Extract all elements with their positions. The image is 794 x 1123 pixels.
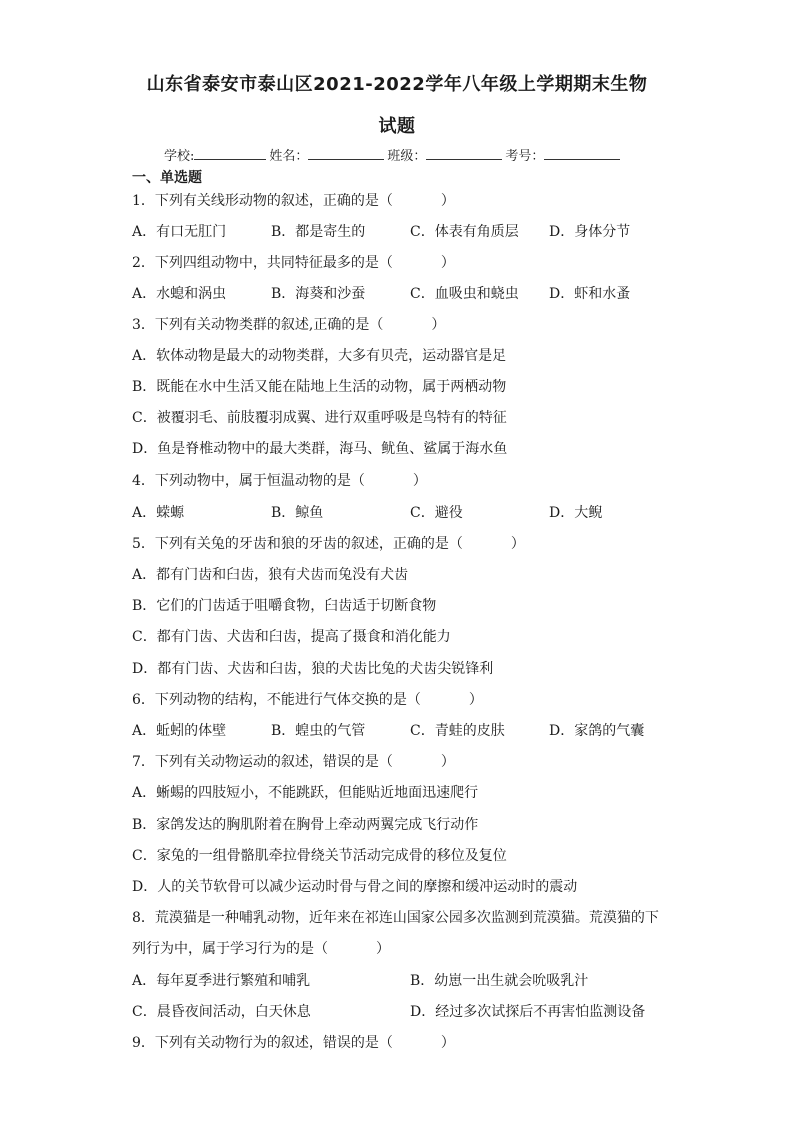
q8-option-a: A．每年夏季进行繁殖和哺乳 [132, 973, 311, 989]
exam-title-line1: 山东省泰安市泰山区2021-2022学年八年级上学期期末生物 [146, 74, 648, 95]
q5-option-a: A．都有门齿和臼齿，狼有犬齿而兔没有犬齿 [132, 567, 409, 583]
q1-option-d: D．身体分节 [549, 224, 631, 240]
q3-option-b: B．既能在水中生活又能在陆地上生活的动物，属于两栖动物 [132, 379, 507, 395]
q5-option-b: B．它们的门齿适于咀嚼食物，臼齿适于切断食物 [132, 598, 437, 614]
q4-option-b: B．鲸鱼 [271, 505, 324, 521]
question-1-stem: 1．下列有关线形动物的叙述，正确的是（ ） [132, 193, 455, 209]
q2-option-a: A．水螅和涡虫 [132, 286, 227, 302]
exam-no-label: 考号： [505, 149, 545, 164]
student-info-row [164, 145, 623, 164]
q4-option-d: D．大鲵 [549, 505, 603, 521]
exam-no-blank[interactable] [544, 147, 620, 160]
q2-option-d: D．虾和水蚤 [549, 286, 631, 302]
q2-option-b: B．海葵和沙蚕 [271, 286, 366, 302]
question-6-stem: 6．下列动物的结构，不能进行气体交换的是（ ） [132, 692, 483, 708]
q3-option-a: A．软体动物是最大的动物类群，大多有贝壳，运动器官是足 [132, 348, 507, 364]
class-label: 班级： [387, 149, 427, 164]
question-3-stem: 3．下列有关动物类群的叙述,正确的是（ ） [132, 317, 446, 333]
question-7-stem: 7．下列有关动物运动的叙述，错误的是（ ） [132, 754, 455, 770]
class-blank[interactable] [426, 147, 502, 160]
q3-option-d: D．鱼是脊椎动物中的最大类群，海马、鱿鱼、鲨属于海水鱼 [132, 441, 508, 457]
q8-option-c: C．晨昏夜间活动，白天休息 [132, 1004, 311, 1020]
q7-option-d: D．人的关节软骨可以减少运动时骨与骨之间的摩擦和缓冲运动时的震动 [132, 879, 578, 895]
section-heading: 一、单选题 [132, 170, 202, 186]
q6-option-a: A．蚯蚓的体壁 [132, 723, 227, 739]
school-label: 学校: [164, 149, 195, 164]
q1-option-b: B．都是寄生的 [271, 224, 366, 240]
name-blank[interactable] [308, 147, 384, 160]
q2-option-c: C．血吸虫和蛲虫 [410, 286, 519, 302]
question-8-stem-cont: 列行为中，属于学习行为的是（ ） [132, 941, 390, 957]
q6-option-b: B．蝗虫的气管 [271, 723, 366, 739]
q7-option-a: A．蜥蜴的四肢短小，不能跳跃，但能贴近地面迅速爬行 [132, 785, 479, 801]
name-label: 姓名： [269, 149, 309, 164]
q8-option-b: B．幼崽一出生就会吮吸乳汁 [410, 973, 589, 989]
q5-option-c: C．都有门齿、犬齿和臼齿，提高了摄食和消化能力 [132, 629, 451, 645]
question-8-stem: 8．荒漠猫是一种哺乳动物，近年来在祁连山国家公园多次监测到荒漠猫。荒漠猫的下 [132, 910, 659, 926]
q4-option-a: A．蝾螈 [132, 505, 185, 521]
q8-option-d: D．经过多次试探后不再害怕监测设备 [410, 1004, 646, 1020]
school-blank[interactable] [194, 147, 266, 160]
q5-option-d: D．都有门齿、犬齿和臼齿，狼的犬齿比兔的犬齿尖锐锋利 [132, 661, 494, 677]
q3-option-c: C．被覆羽毛、前肢覆羽成翼、进行双重呼吸是鸟特有的特征 [132, 410, 507, 426]
q7-option-c: C．家兔的一组骨骼肌牵拉骨绕关节活动完成骨的移位及复位 [132, 848, 507, 864]
question-2-stem: 2．下列四组动物中，共同特征最多的是（ ） [132, 255, 455, 271]
q6-option-c: C．青蛙的皮肤 [410, 723, 505, 739]
question-4-stem: 4．下列动物中，属于恒温动物的是（ ） [132, 473, 427, 489]
question-9-stem: 9．下列有关动物行为的叙述，错误的是（ ） [132, 1035, 455, 1051]
q4-option-c: C．避役 [410, 505, 463, 521]
exam-title-line2: 试题 [378, 116, 416, 137]
q1-option-c: C．体表有角质层 [410, 224, 519, 240]
question-5-stem: 5．下列有关兔的牙齿和狼的牙齿的叙述，正确的是（ ） [132, 536, 525, 552]
q7-option-b: B．家鸽发达的胸肌附着在胸骨上牵动两翼完成飞行动作 [132, 817, 479, 833]
q6-option-d: D．家鸽的气囊 [549, 723, 645, 739]
q1-option-a: A．有口无肛门 [132, 224, 227, 240]
